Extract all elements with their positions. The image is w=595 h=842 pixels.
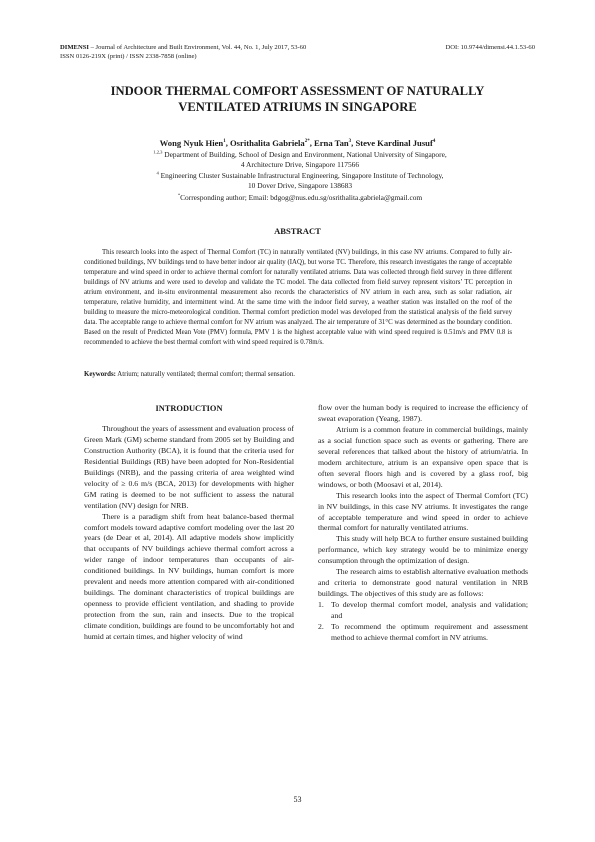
title-line-1: INDOOR THERMAL COMFORT ASSESSMENT OF NATURALLY xyxy=(110,84,485,98)
paragraph-continued: flow over the human body is required to increase the efficiency of sweat evaporation (Yeang, 1987). xyxy=(318,403,528,423)
paragraph: The research aims to establish alternative evaluation methods and criteria to demonstrate good natural ventilation in NRB buildings. The objectives of this study are as follows: xyxy=(318,567,528,599)
keywords xyxy=(84,370,512,380)
affiliation-2 xyxy=(80,171,520,191)
list-text: To recommend the optimum requirement and assessment method to achieve thermal comfort in NV atriums. xyxy=(331,622,528,643)
page-number: 53 xyxy=(293,795,302,804)
list-number: 2. xyxy=(318,622,324,632)
author-name: Osrithalita Gabriela xyxy=(230,138,305,148)
right-column xyxy=(318,403,528,644)
title-line-2: VENTILATED ATRIUMS IN SINGAPORE xyxy=(178,99,417,114)
affiliation-2-line-1 xyxy=(80,171,520,181)
author-name: Steve Kardinal Jusuf xyxy=(355,138,433,148)
list-item xyxy=(318,600,528,622)
author-sup: 1 xyxy=(223,139,226,145)
paragraph: This study will help BCA to further ensure sustained building performance, which key strategy would be to minimize energy consumption through the optimization of design. xyxy=(318,534,528,566)
corresponding-email: Corresponding author; Email: bdgog@nus.edu.sg/osrithalita.gabriela@gmail.com xyxy=(180,193,423,202)
doi-line: DOI: 10.9744/dimensi.44.1.53-60 xyxy=(445,44,535,51)
paragraph: Atrium is a common feature in commercial buildings, mainly as a social function space such as events or gathering. There are several references that talked about the history of atrium/atria. In modern architecture, atrium is an expansive open space that is often several floors high and is covered by a glass roof, big windows, or both (Moosavi et al, 2014). xyxy=(318,424,528,489)
author-sup: 2* xyxy=(304,139,310,145)
journal-details: – Journal of Architecture and Built Environment, Vol. 44, No. 1, July 2017, 53-60 xyxy=(88,44,307,51)
affiliation-text: Department of Building, School of Design and Environment, National University of Singapore, xyxy=(162,150,447,159)
author-list: Wong Nyuk Hien$^1$, Osrithalita Gabriela$^{2*}$, Erna Tan$^3$, Steve Kardinal Jusuf$^4$ xyxy=(159,138,436,148)
keywords-label: Keywords: xyxy=(84,371,116,378)
author-name: Erna Tan xyxy=(314,138,349,148)
journal-name: DIMENSI xyxy=(60,44,89,51)
author-name: Wong Nyuk Hien xyxy=(159,138,224,148)
introduction-heading: INTRODUCTION xyxy=(155,404,223,413)
journal-citation xyxy=(60,44,380,53)
corresponding-author xyxy=(80,193,520,203)
abstract-body: This research looks into the aspect of Thermal Comfort (TC) in naturally ventilated (NV) buildings, in this case NV atriums. Compared to fully air-conditioned buildings, NV buildings tend to have better indoor air quality (IAQ), but worse TC. Therefore, this research investigates the range of acceptable temperature and wind speed in order to achieve thermal comfort for naturally ventilated atriums. Data was collected through field survey in three different buildings of NV atriums and were used to develop and validate the TC model. The data collected from field survey represent visitors’ TC perception in atrium environment, and in-situ environmental measurement also records the characteristics of NV atrium in each area, such as solar radiation, air temperature, relative humidity, and intermittent wind. At the same time with the indoor field survey, a weather station was installed on the roof of the building to measure the micro-meteorological condition. Thermal comfort prediction model was developed from the statistical analysis of the field survey data. The acceptable range to achieve thermal comfort for NV atrium was analyzed. The air temperature of 31°C was determined as the boundary condition. Based on the result of Predicted Mean Vote (PMV) formula, PMV 1 is the highest acceptable value with wind speed required is 0.51m/s and PMV 0.8 is recommended to achieve the best thermal comfort with wind speed required is 0.78m/s. xyxy=(84,249,512,347)
abstract-heading: ABSTRACT xyxy=(274,226,321,236)
keywords-text: Atrium; naturally ventilated; thermal comfort; thermal sensation. xyxy=(115,371,295,378)
affiliation-1-line-2: 4 Architecture Drive, Singapore 117566 xyxy=(240,160,360,169)
affiliation-2-line-2: 10 Dover Drive, Singapore 138683 xyxy=(247,181,353,190)
list-number: 1. xyxy=(318,600,324,610)
affiliation-sup: 4 xyxy=(156,170,159,176)
paragraph: Throughout the years of assessment and evaluation process of Green Mark (GM) scheme standard from 2005 set by Building and Construction Authority (BCA), it is found that the criteria used for Residential Buildings (RB) have been adopted for Non-Residential Buildings (NRB), and the passing criteria of area weighted wind velocity of ≥ 0.6 m/s (BCA, 2013) for developments with higher GM rating is deemed to be not sufficient to assess the natural ventilation (NV) design for NRB. xyxy=(84,423,294,510)
affiliation-1-line-1 xyxy=(80,150,520,160)
paragraph: There is a paradigm shift from heat balance-based thermal comfort models toward adaptive comfort modeling over the last 20 years (de Dear et al, 2014). All adaptive models show implicitly that occupants of NV buildings achieve thermal comfort across a wider range of indoor temperatures than occupants of air-conditioned buildings. In NV buildings, human comfort is more prevalent and needs more attention compared with air-conditioned buildings. The dominant characteristics of tropical buildings are openness to provide efficient ventilation, and shading to provide protection from the sun, rain and insects. Due to the tropical climate condition, buildings are found to be uncomfortably hot and humid at certain times, and higher velocity of wind xyxy=(84,511,294,642)
list-item xyxy=(318,622,528,644)
paper-title xyxy=(60,84,535,115)
list-text: To develop thermal comfort model, analysis and validation; and xyxy=(331,600,528,621)
author-sup: 3 xyxy=(348,139,352,145)
objectives-list xyxy=(318,600,528,644)
affiliation-sup: 1,2,3 xyxy=(153,149,163,155)
left-column xyxy=(84,404,294,643)
affiliation-1 xyxy=(80,150,520,170)
paragraph: This research looks into the aspect of Thermal Comfort (TC) in NV buildings, in this case NV atriums. It investigates the range of acceptable temperature and wind speed in order to achieve thermal comfort for naturally ventilated atriums. xyxy=(318,490,528,533)
issn-line: ISSN 0126-219X (print) / ISSN 2338-7858 (online) xyxy=(60,53,197,60)
corresponding-sup: * xyxy=(177,192,181,198)
affiliation-text: Engineering Cluster Sustainable Infrastructural Engineering, Singapore Institute of Technology, xyxy=(158,171,444,180)
author-sup: 4 xyxy=(432,139,436,145)
